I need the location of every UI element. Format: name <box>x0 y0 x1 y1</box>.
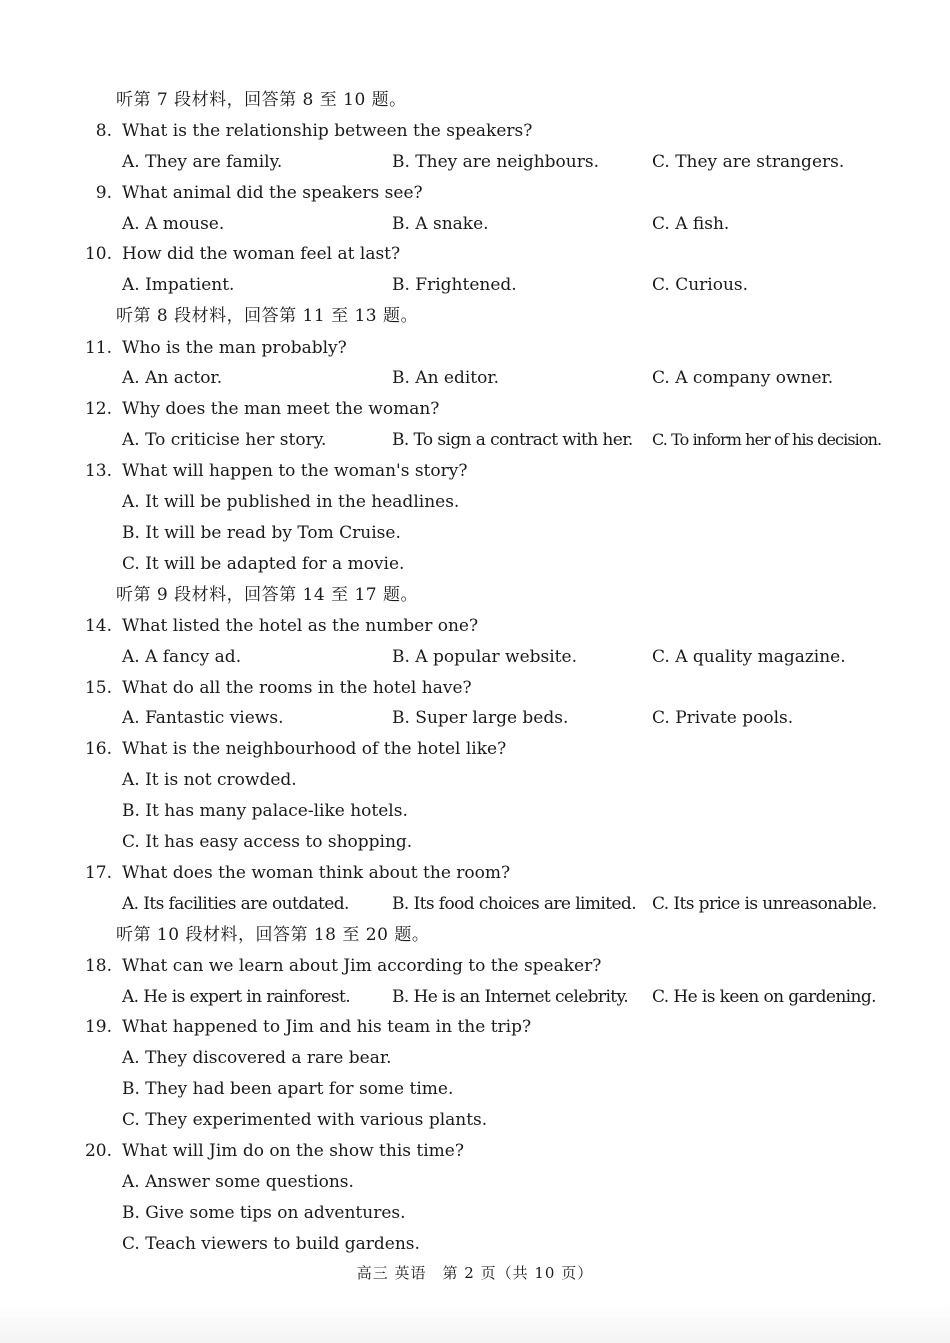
option-c: C. A quality magazine. <box>652 647 846 667</box>
question-stem-8: What is the relationship between the speakers? <box>122 121 533 141</box>
option-c: C. A fish. <box>652 214 730 234</box>
page-footer: 高三 英语 第 2 页（共 10 页） <box>356 1264 594 1282</box>
option-a: A. It is not crowded. <box>122 770 297 790</box>
option-a: A. He is expert in rainforest. <box>122 987 351 1007</box>
scan-edge <box>0 1303 950 1343</box>
question-number: 8. <box>95 121 112 141</box>
section-heading-10: 听第 10 段材料，回答第 18 至 20 题。 <box>116 925 430 945</box>
option-b: B. To sign a contract with her. <box>392 430 633 450</box>
option-c: C. Curious. <box>652 275 749 295</box>
question-number: 11. <box>84 338 112 358</box>
option-a: A. A mouse. <box>122 214 225 234</box>
question-stem-11: Who is the man probably? <box>122 338 347 358</box>
option-c: C. It has easy access to shopping. <box>122 832 413 852</box>
option-c: C. To inform her of his decision. <box>652 430 882 449</box>
option-a: A. Fantastic views. <box>122 708 284 728</box>
option-a: A. They discovered a rare bear. <box>122 1048 392 1068</box>
option-a: A. Its facilities are outdated. <box>122 894 349 914</box>
question-number: 15. <box>84 678 112 698</box>
option-b: B. They are neighbours. <box>392 152 599 172</box>
question-stem-17: What does the woman think about the room? <box>122 863 511 883</box>
option-b: B. Its food choices are limited. <box>392 894 637 914</box>
option-c: C. They are strangers. <box>652 152 845 172</box>
question-number: 20. <box>84 1141 112 1161</box>
question-number: 19. <box>84 1017 112 1037</box>
question-number: 10. <box>84 244 112 264</box>
question-number: 16. <box>84 739 112 759</box>
question-stem-14: What listed the hotel as the number one? <box>122 616 479 636</box>
option-b: B. It will be read by Tom Cruise. <box>122 523 401 543</box>
question-stem-9: What animal did the speakers see? <box>122 183 423 203</box>
section-heading-8: 听第 8 段材料，回答第 11 至 13 题。 <box>116 306 419 326</box>
option-a: A. Impatient. <box>122 275 235 295</box>
section-heading-7: 听第 7 段材料，回答第 8 至 10 题。 <box>116 90 407 110</box>
option-b: B. A popular website. <box>392 647 577 667</box>
option-b: B. He is an Internet celebrity. <box>392 987 629 1007</box>
option-c: C. It will be adapted for a movie. <box>122 554 405 574</box>
question-stem-13: What will happen to the woman's story? <box>122 461 468 481</box>
option-b: B. It has many palace-like hotels. <box>122 801 408 821</box>
option-a: A. To criticise her story. <box>122 430 327 450</box>
question-stem-15: What do all the rooms in the hotel have? <box>122 678 472 698</box>
option-c: C. Teach viewers to build gardens. <box>122 1234 420 1254</box>
question-number: 12. <box>84 399 112 419</box>
option-c: C. Its price is unreasonable. <box>652 894 877 914</box>
question-number: 14. <box>84 616 112 636</box>
option-c: C. A company owner. <box>652 368 834 388</box>
option-c: C. Private pools. <box>652 708 794 728</box>
question-number: 13. <box>84 461 112 481</box>
option-a: A. An actor. <box>122 368 223 388</box>
question-stem-16: What is the neighbourhood of the hotel like? <box>122 739 507 759</box>
option-c: C. He is keen on gardening. <box>652 987 876 1007</box>
question-number: 17. <box>84 863 112 883</box>
option-b: B. A snake. <box>392 214 489 234</box>
option-a: A. A fancy ad. <box>122 647 242 667</box>
question-stem-19: What happened to Jim and his team in the trip? <box>122 1017 532 1037</box>
option-a: A. It will be published in the headlines. <box>122 492 460 512</box>
option-b: B. Super large beds. <box>392 708 569 728</box>
question-stem-12: Why does the man meet the woman? <box>122 399 440 419</box>
question-stem-18: What can we learn about Jim according to the speaker? <box>122 956 602 976</box>
option-a: A. They are family. <box>122 152 283 172</box>
question-stem-10: How did the woman feel at last? <box>122 244 401 264</box>
question-stem-20: What will Jim do on the show this time? <box>122 1141 464 1161</box>
option-b: B. Give some tips on adventures. <box>122 1203 406 1223</box>
option-c: C. They experimented with various plants. <box>122 1110 488 1130</box>
option-b: B. They had been apart for some time. <box>122 1079 454 1099</box>
option-b: B. An editor. <box>392 368 500 388</box>
option-a: A. Answer some questions. <box>122 1172 354 1192</box>
section-heading-9: 听第 9 段材料，回答第 14 至 17 题。 <box>116 585 419 605</box>
option-b: B. Frightened. <box>392 275 517 295</box>
question-number: 9. <box>95 183 112 203</box>
question-number: 18. <box>84 956 112 976</box>
